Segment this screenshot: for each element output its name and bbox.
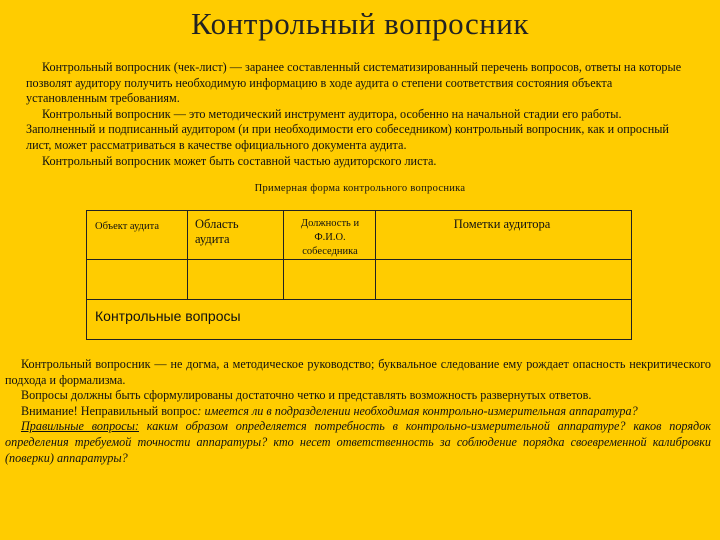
page-title: Контрольный вопросник xyxy=(191,6,529,41)
table-divider xyxy=(87,259,631,260)
column-object: Объект аудита xyxy=(95,221,159,232)
questions-label: Контрольные вопросы xyxy=(95,308,241,324)
right-questions-text: каким образом определяется потребность в контрольно-измерительной аппаратуре? каков порядок определения требуемой точности аппаратуры? кто несет ответственность за соблюдение порядка своевременной калибровки (поверки) аппаратуры? xyxy=(5,419,711,465)
table-divider xyxy=(87,299,631,300)
wrong-question-lead: Внимание! Неправильный вопрос xyxy=(21,403,198,418)
table-divider xyxy=(187,211,188,299)
table-divider xyxy=(283,211,284,299)
intro-paragraph: Контрольный вопросник может быть составной частью аудиторского листа. xyxy=(42,153,437,168)
notes-paragraph: Вопросы должны быть сформулированы достаточно четко и представлять возможность развернутых ответов. xyxy=(21,388,592,403)
right-questions-lead: Правильные вопросы: xyxy=(21,419,139,434)
column-area: Область аудита xyxy=(195,217,239,246)
notes-paragraph: Контрольный вопросник — не догма, а методическое руководство; буквальное следование ему рождает опасность некритического подхода и формализма. xyxy=(5,357,711,387)
column-person: Должность и Ф.И.О. собеседника xyxy=(300,218,360,257)
right-questions-paragraph xyxy=(5,419,711,466)
wrong-question-text: : имеется ли в подразделении необходимая контрольно-измерительная аппаратура? xyxy=(197,403,638,418)
intro-paragraph: Контрольный вопросник — это методический инструмент аудитора, особенно на начальной стадии его работы. Заполненный и подписанный аудитором (и при необходимости его собеседником) контрольный вопросник, как и опросный лист, может рассматриваться в качестве официального документа аудита. xyxy=(26,106,669,152)
intro-text xyxy=(26,60,694,169)
intro-paragraph: Контрольный вопросник (чек-лист) — заранее составленный систематизированный перечень вопросов, ответы на которые позволят аудитору получить необходимую информацию в ходе аудита о степени соответствия состояния объекта установленным требованиям. xyxy=(26,60,682,106)
form-title: Примерная форма контрольного вопросника xyxy=(254,183,466,194)
questionnaire-form-table xyxy=(86,210,632,340)
column-marks: Пометки аудитора xyxy=(453,217,551,231)
notes-text xyxy=(5,357,711,466)
wrong-question-paragraph xyxy=(5,404,711,420)
